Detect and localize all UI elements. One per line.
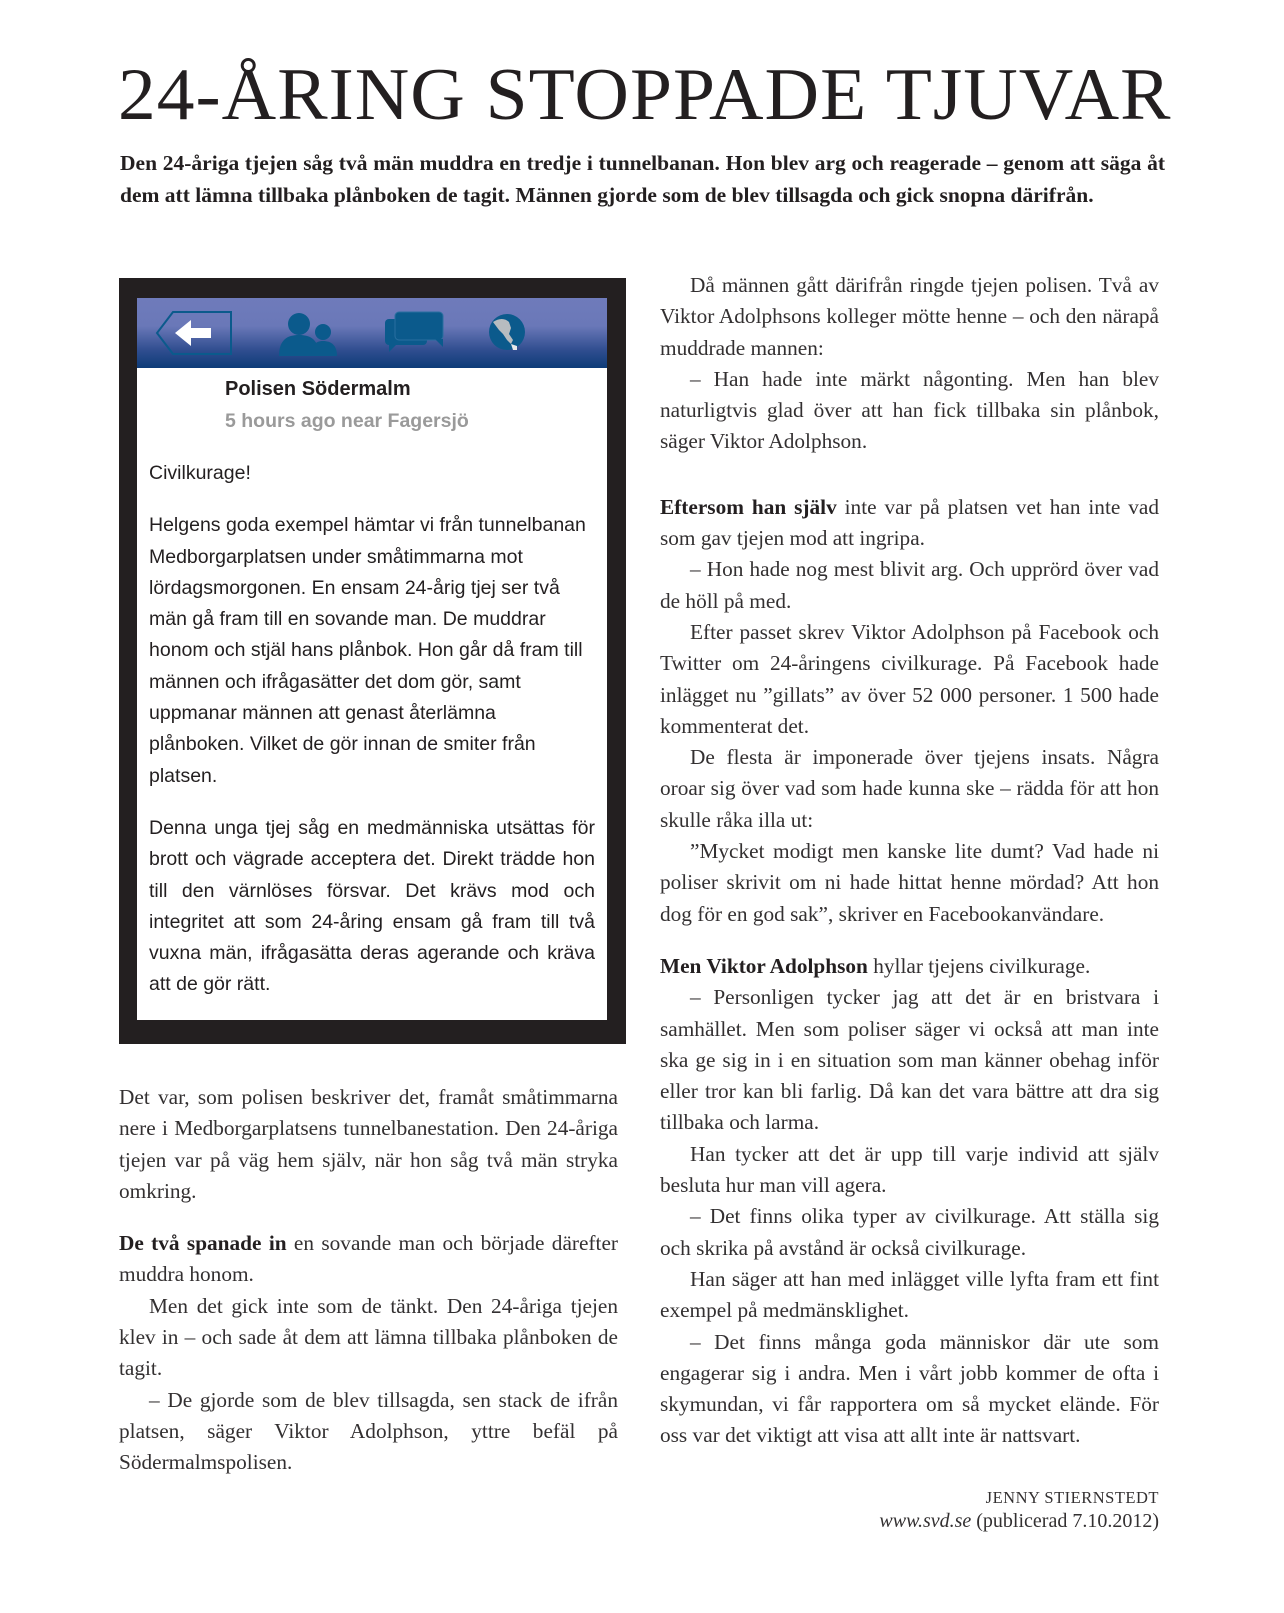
post-author[interactable]: Polisen Södermalm xyxy=(225,378,411,400)
phone-mockup xyxy=(119,278,626,1044)
paragraph: De flesta är imponerade över tjejens insats. Några oroar sig över vad som hade kunna ske – rädda för att hon skulle råka illa ut: xyxy=(660,745,1159,832)
friends-icon[interactable] xyxy=(277,310,339,356)
paragraph-text: en sovande man och började därefter muddra honom. xyxy=(119,1231,618,1287)
paragraph: Han säger att han med inlägget ville lyfta fram ett fint exempel på medmänsklighet. xyxy=(660,1266,1159,1323)
paragraph-lead: De två spanade in xyxy=(119,1231,287,1256)
post-body xyxy=(149,458,595,1020)
paragraph: Han tycker att det är upp till varje individ att själv besluta hur man vill agera. xyxy=(660,1141,1159,1198)
facebook-nav-bar xyxy=(137,298,607,368)
published-date: (publicerad 7.10.2012) xyxy=(971,1510,1159,1532)
byline: JENNY STIERNSTEDT xyxy=(985,1488,1159,1507)
paragraph xyxy=(660,492,1159,555)
headline: 24-ÅRING STOPPADE TJUVAR xyxy=(118,54,1172,136)
phone-screen xyxy=(137,298,607,1020)
paragraph: Det var, som polisen beskriver det, framåt småtimmarna nere i Medborgarplatsens tunnelbanestation. Den 24-åriga tjejen var på väg hem själv, när hon såg två män stryka omkring. xyxy=(119,1085,618,1203)
source-url[interactable]: www.svd.se xyxy=(879,1510,972,1532)
paragraph xyxy=(119,1228,618,1291)
paragraph-lead: Men Viktor Adolphson xyxy=(660,953,868,978)
paragraph xyxy=(660,951,1159,982)
paragraph: Efter passet skrev Viktor Adolphson på Facebook och Twitter om 24-åringens civilkurage. På Facebook hade inlägget nu ”gillats” av över 52 000 personer. 1 500 hade kommenterat det. xyxy=(660,619,1159,738)
paragraph-text: inte var på platsen vet han inte vad som gav tjejen mod att ingripa. xyxy=(660,494,1159,551)
paragraph: – Hon hade nog mest blivit arg. Och upprörd över vad de höll på med. xyxy=(660,557,1159,613)
paragraph-lead: Eftersom han själv xyxy=(660,494,837,519)
back-arrow-icon[interactable] xyxy=(155,310,233,356)
paragraph: – Personligen tycker jag att det är en bristvara i samhället. Men som poliser säger vi också att man inte ska ge sig in i en situation som man känner obehag inför eller tror kan bli farlig. Då kan det vara bättre att dra sig tillbaka och larma. xyxy=(660,985,1159,1135)
paragraph: – Det finns många goda människor där ute som engagerar sig i andra. Men i vårt jobb kommer de ofta i skymundan, vi får rapportera om så mycket elände. För oss var det viktigt att visa att allt inte är nattsvart. xyxy=(660,1329,1159,1448)
article-column-left xyxy=(119,1082,618,1479)
paragraph: – Det finns olika typer av civilkurage. Att ställa sig och skrika på avstånd är också civilkurage. xyxy=(660,1204,1159,1260)
paragraph-text: hyllar tjejens civilkurage. xyxy=(867,953,1091,978)
paragraph: Men det gick inte som de tänkt. Den 24-åriga tjejen klev in – och sade åt dem att lämna tillbaka plånboken de tagit. xyxy=(119,1293,618,1381)
post-paragraph: Denna unga tjej såg en medmänniska utsättas för brott och vägrade acceptera det. Direkt trädde hon till den värnlöses försvar. Det krävs mod och integritet att som 24-åring ensam gå fram till två vuxna män, ifrågasätta deras agerande och kräva att de gör rätt. xyxy=(149,816,595,996)
messages-icon[interactable] xyxy=(383,310,447,356)
source-line xyxy=(879,1510,1159,1533)
post-title: Civilkurage! xyxy=(149,462,251,484)
paragraph: Då männen gått därifrån ringde tjejen polisen. Två av Viktor Adolphsons kolleger mötte henne – och den närapå muddrade mannen: xyxy=(660,273,1159,360)
paragraph: – De gjorde som de blev tillsagda, sen stack de ifrån platsen, säger Viktor Adolphson, yttre befäl på Södermalmspolisen. xyxy=(119,1387,618,1475)
post-meta: 5 hours ago near Fagersjö xyxy=(225,410,469,432)
globe-icon[interactable] xyxy=(487,310,527,356)
paragraph: ”Mycket modigt men kanske lite dumt? Vad hade ni poliser skrivit om ni hade hittat henne mördad? Att hon dog för en god sak”, skriver en Facebookanvändare. xyxy=(660,839,1159,926)
lede: Den 24-åriga tjejen såg två män muddra en tredje i tunnelbanan. Hon blev arg och reagerade – genom att säga åt dem att lämna tillbaka plånboken de tagit. Männen gjorde som de blev tillsagda och gick snopna därifrån. xyxy=(120,151,1165,207)
post-paragraph: Helgens goda exempel hämtar vi från tunnelbanan Medborgarplatsen under småtimmarna mot lördagsmorgonen. En ensam 24-årig tjej ser två män gå fram till en sovande man. De muddrar honom och stjäl hans plånbok. Hon går då fram till männen och ifrågasätter det dom gör, samt uppmanar männen att genast återlämna plånboken. Vilket de gör innan de smiter från platsen. xyxy=(149,514,586,787)
paragraph: – Han hade inte märkt någonting. Men han blev naturligtvis glad över att han fick tillbaka sin plånbok, säger Viktor Adolphson. xyxy=(660,366,1159,454)
article-column-right xyxy=(660,270,1159,1452)
